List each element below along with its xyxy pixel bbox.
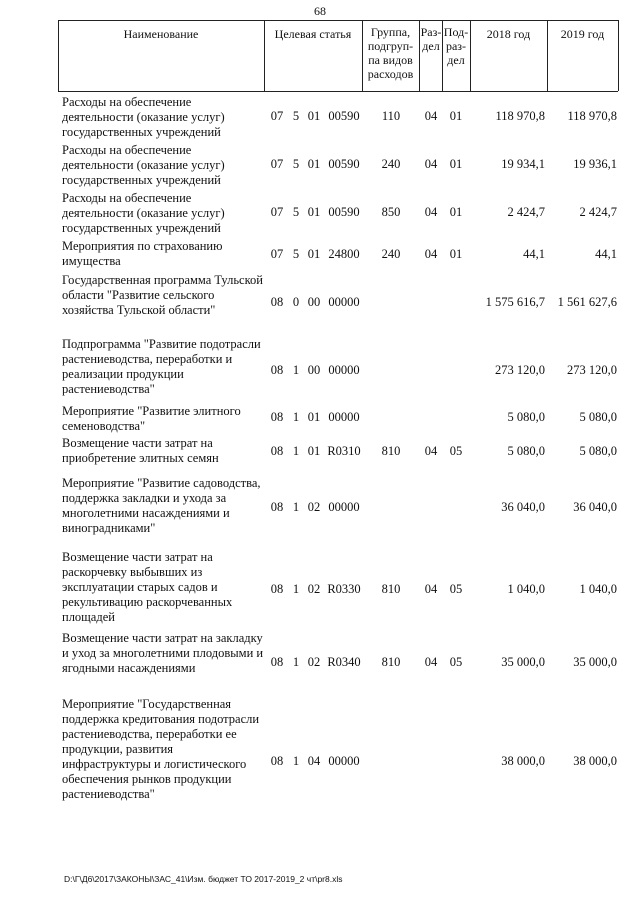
amount-2018-cell: 5 080,0 <box>507 444 545 458</box>
target-code-direction: 00000 <box>328 500 360 514</box>
header-2018: 2018 год <box>486 27 531 41</box>
amount-2018-cell: 5 080,0 <box>507 410 545 424</box>
target-code-event: 01 <box>307 109 321 123</box>
expense-group-cell: 850 <box>381 205 401 219</box>
target-code-program: 08 <box>270 754 284 768</box>
target-code-subprogram: 5 <box>292 109 300 123</box>
target-code-subprogram: 5 <box>292 157 300 171</box>
footer-file-path: D:\Г\Д6\2017\ЗАКОНЫ\ЗАС_41\Изм. бюджет ТО 2017-2019_2 чт\pr8.xls <box>64 874 343 884</box>
row-name: Мероприятия по страхованию имущества <box>62 239 223 268</box>
subsection-cell: 05 <box>449 582 463 596</box>
header-bottom-border <box>58 91 618 92</box>
target-code-event: 02 <box>307 500 321 514</box>
amount-2018-cell: 2 424,7 <box>507 205 545 219</box>
section-cell: 04 <box>424 157 438 171</box>
subsection-cell: 01 <box>449 109 463 123</box>
subsection-cell: 01 <box>449 205 463 219</box>
header-divider <box>618 20 619 91</box>
expense-group-cell: 240 <box>381 247 401 261</box>
section-cell: 04 <box>424 247 438 261</box>
amount-2019-cell: 38 000,0 <box>573 754 617 768</box>
target-code-event: 00 <box>307 363 321 377</box>
header-name: Наименование <box>123 27 199 41</box>
target-code-subprogram: 1 <box>292 363 300 377</box>
target-code-program: 08 <box>270 295 284 309</box>
amount-2018-cell: 35 000,0 <box>501 655 545 669</box>
header-top-border <box>58 20 618 21</box>
expense-group-cell: 810 <box>381 582 401 596</box>
row-name: Мероприятие "Развитие элитного семеноводства" <box>62 404 241 433</box>
target-code-direction: 00000 <box>328 754 360 768</box>
target-code-program: 07 <box>270 205 284 219</box>
amount-2019-cell: 1 561 627,6 <box>557 295 617 309</box>
amount-2018-cell: 36 040,0 <box>501 500 545 514</box>
target-code-subprogram: 5 <box>292 247 300 261</box>
amount-2019-cell: 19 936,1 <box>573 157 617 171</box>
subsection-cell: 05 <box>449 444 463 458</box>
target-code-direction: R0330 <box>327 582 361 596</box>
target-code-program: 07 <box>270 157 284 171</box>
section-cell: 04 <box>424 582 438 596</box>
section-cell: 04 <box>424 205 438 219</box>
amount-2019-cell: 2 424,7 <box>579 205 617 219</box>
target-code-direction: R0340 <box>327 655 361 669</box>
target-code-subprogram: 1 <box>292 410 300 424</box>
target-code-subprogram: 1 <box>292 582 300 596</box>
amount-2019-cell: 44,1 <box>595 247 617 261</box>
expense-group-cell: 810 <box>381 655 401 669</box>
subsection-cell: 01 <box>449 247 463 261</box>
row-name: Возмещение части затрат на раскорчевку выбывших из эксплуатации старых садов и рекультивацию раскорчеванных площадей <box>62 550 233 624</box>
amount-2018-cell: 1 575 616,7 <box>485 295 545 309</box>
target-code-event: 02 <box>307 655 321 669</box>
target-code-subprogram: 1 <box>292 444 300 458</box>
row-name: Расходы на обеспечение деятельности (оказание услуг) государственных учреждений <box>62 191 225 235</box>
row-name: Мероприятие "Развитие садоводства, поддержка закладки и ухода за многолетними насаждениями и виноградниками" <box>62 476 261 535</box>
header-section: Раз-дел <box>420 25 442 53</box>
header-target: Целевая статья <box>274 27 352 41</box>
expense-group-cell: 810 <box>381 444 401 458</box>
expense-group-cell: 110 <box>381 109 401 123</box>
target-code-event: 01 <box>307 205 321 219</box>
target-code-event: 02 <box>307 582 321 596</box>
target-code-subprogram: 5 <box>292 205 300 219</box>
target-code-event: 01 <box>307 444 321 458</box>
target-code-subprogram: 0 <box>292 295 300 309</box>
amount-2018-cell: 118 970,8 <box>495 109 545 123</box>
row-name: Расходы на обеспечение деятельности (оказание услуг) государственных учреждений <box>62 143 225 187</box>
amount-2019-cell: 35 000,0 <box>573 655 617 669</box>
amount-2019-cell: 5 080,0 <box>579 410 617 424</box>
section-cell: 04 <box>424 109 438 123</box>
section-cell: 04 <box>424 655 438 669</box>
header-group: Группа, подгруп-па видов расходов <box>367 25 414 81</box>
target-code-direction: 00590 <box>328 205 360 219</box>
page-number: 68 <box>314 4 326 18</box>
row-name: Расходы на обеспечение деятельности (оказание услуг) государственных учреждений <box>62 95 225 139</box>
target-code-program: 08 <box>270 582 284 596</box>
amount-2019-cell: 36 040,0 <box>573 500 617 514</box>
header-2019: 2019 год <box>560 27 605 41</box>
row-name: Возмещение части затрат на приобретение элитных семян <box>62 436 219 465</box>
expense-group-cell: 240 <box>381 157 401 171</box>
target-code-program: 07 <box>270 109 284 123</box>
subsection-cell: 01 <box>449 157 463 171</box>
row-name: Подпрограмма "Развитие подотрасли растениеводства, переработки и реализации продукции растениеводства" <box>62 337 261 396</box>
target-code-program: 08 <box>270 410 284 424</box>
target-code-direction: 00000 <box>328 295 360 309</box>
amount-2018-cell: 19 934,1 <box>501 157 545 171</box>
amount-2018-cell: 38 000,0 <box>501 754 545 768</box>
amount-2019-cell: 5 080,0 <box>579 444 617 458</box>
target-code-event: 00 <box>307 295 321 309</box>
amount-2019-cell: 1 040,0 <box>579 582 617 596</box>
amount-2018-cell: 44,1 <box>523 247 545 261</box>
target-code-direction: 24800 <box>328 247 360 261</box>
amount-2019-cell: 118 970,8 <box>567 109 617 123</box>
header-divider <box>362 20 363 91</box>
target-code-program: 08 <box>270 500 284 514</box>
amount-2019-cell: 273 120,0 <box>567 363 617 377</box>
target-code-program: 08 <box>270 444 284 458</box>
amount-2018-cell: 1 040,0 <box>507 582 545 596</box>
target-code-event: 04 <box>307 754 321 768</box>
target-code-subprogram: 1 <box>292 655 300 669</box>
target-code-event: 01 <box>307 247 321 261</box>
target-code-direction: 00000 <box>328 410 360 424</box>
target-code-direction: 00590 <box>328 157 360 171</box>
target-code-direction: R0310 <box>327 444 361 458</box>
target-code-program: 08 <box>270 363 284 377</box>
target-code-subprogram: 1 <box>292 754 300 768</box>
subsection-cell: 05 <box>449 655 463 669</box>
row-name: Государственная программа Тульской области "Развитие сельского хозяйства Тульской области" <box>62 273 263 317</box>
row-name: Мероприятие "Государственная поддержка кредитования подотрасли растениеводства, переработки ее продукции, развития инфраструктуры и логистического обеспечения рынков продукции растениеводства" <box>62 697 260 801</box>
target-code-event: 01 <box>307 157 321 171</box>
target-code-direction: 00000 <box>328 363 360 377</box>
header-subsection: Под-раз-дел <box>443 25 469 67</box>
section-cell: 04 <box>424 444 438 458</box>
target-code-subprogram: 1 <box>292 500 300 514</box>
target-code-program: 07 <box>270 247 284 261</box>
target-code-direction: 00590 <box>328 109 360 123</box>
amount-2018-cell: 273 120,0 <box>495 363 545 377</box>
target-code-program: 08 <box>270 655 284 669</box>
row-name: Возмещение части затрат на закладку и уход за многолетними плодовыми и ягодными насаждениями <box>62 631 264 675</box>
target-code-event: 01 <box>307 410 321 424</box>
